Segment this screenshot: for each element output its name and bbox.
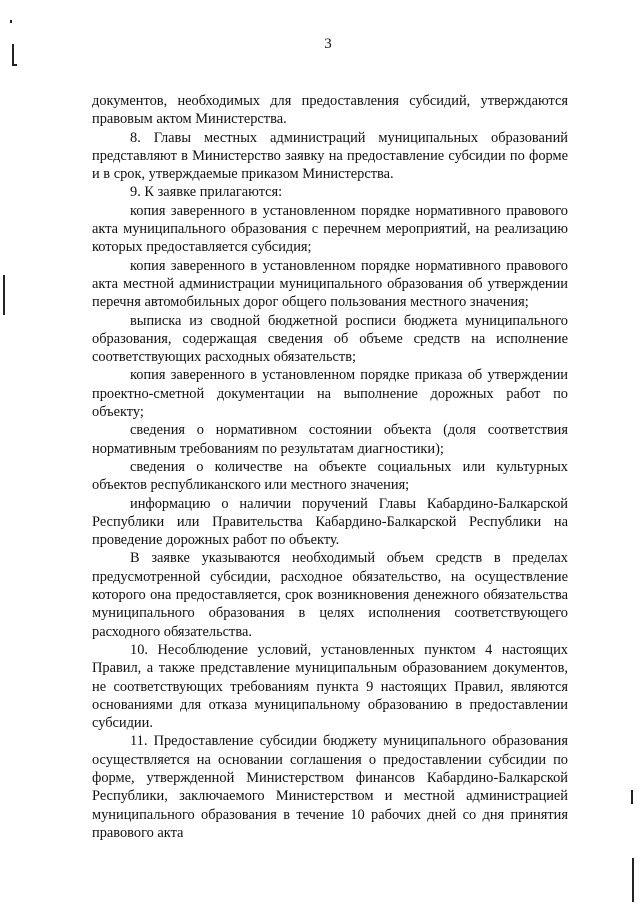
paragraph-11: 11. Предоставление субсидии бюджету муниципального образования осуществляется на основании соглашения о предоставлении субсидии по форме, утвержденной Министерством финансов Кабардино-Балкарской Республики, заключаемого Министерством и местной администрацией муниципального образования в течение 10 рабочих дней со дня принятия правового акта xyxy=(92,733,568,841)
paragraph-9-item-4: копия заверенного в установленном порядке приказа об утверждении проектно-сметной документации на выполнение дорожных работ по объекту; xyxy=(92,367,568,421)
scan-mark-top-left xyxy=(10,20,12,23)
scan-mark-left-margin xyxy=(3,275,5,315)
scan-mark-left-bar xyxy=(12,44,14,66)
scan-mark-left-dot xyxy=(14,64,17,66)
paragraph-9-note: В заявке указываются необходимый объем средств в пределах предусмотренной субсидии, расходное обязательство, на осуществление которого она предоставляется, срок возникновения денежного обязательства муниципального образования в целях исполнения соответствующего расходного обязательства. xyxy=(92,550,568,640)
paragraph-10: 10. Несоблюдение условий, установленных пунктом 4 настоящих Правил, а также представление муниципальным образованием документов, не соответствующих требованиям пункта 9 настоящих Правил, являются основаниями для отказа муниципальному образованию в предоставлении субсидии. xyxy=(92,641,568,732)
paragraph-9-item-1: копия заверенного в установленном порядке нормативного правового акта муниципального образования с перечнем мероприятий, на реализацию которых предоставляется субсидия; xyxy=(92,202,568,256)
page-number: 3 xyxy=(324,36,332,52)
paragraph-9-item-5: сведения о нормативном состоянии объекта (доля соответствия нормативным требованиям по результатам диагностики); xyxy=(92,422,568,457)
document-body xyxy=(92,92,568,842)
paragraph-8: 8. Главы местных администраций муниципальных образований представляют в Министерство заявку на предоставление субсидии по форме и в срок, утверждаемые приказом Министерства. xyxy=(92,129,568,183)
paragraph-9-item-7: информацию о наличии поручений Главы Кабардино-Балкарской Республики или Правительства Кабардино-Балкарской Республики на проведение дорожных работ по объекту. xyxy=(92,495,568,549)
paragraph-9-item-6: сведения о количестве на объекте социальных или культурных объектов республиканского или местного значения; xyxy=(92,458,568,494)
paragraph-continuation: документов, необходимых для предоставления субсидий, утверждаются правовым актом Министерства. xyxy=(92,93,568,128)
scan-mark-right-edge xyxy=(632,858,634,902)
scan-mark-right-margin xyxy=(631,790,633,804)
paragraph-9-item-2: копия заверенного в установленном порядке нормативного правового акта местной администрации муниципального образования об утверждении перечня автомобильных дорог общего пользования местного значения; xyxy=(92,257,568,311)
paragraph-9-heading: 9. К заявке прилагаются: xyxy=(130,184,283,201)
paragraph-9-item-3: выписка из сводной бюджетной росписи бюджета муниципального образования, содержащая сведения об объеме средств на исполнение соответствующих расходных обязательств; xyxy=(92,312,568,366)
